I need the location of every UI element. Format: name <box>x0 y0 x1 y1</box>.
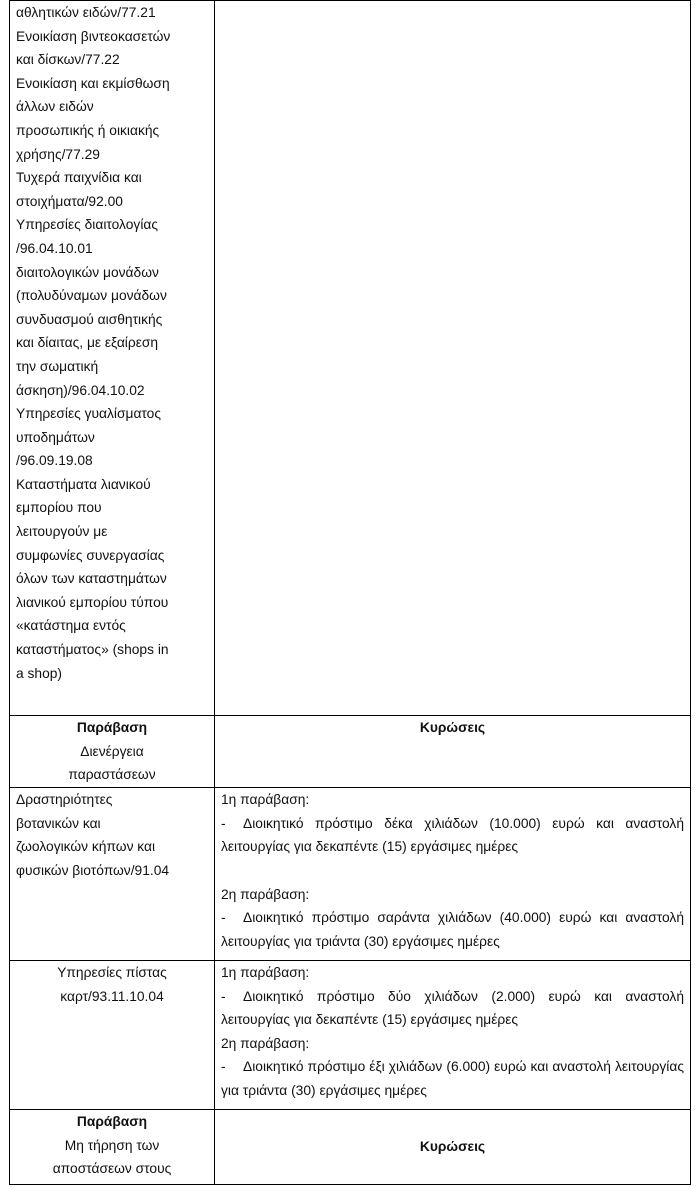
activity-line: /96.04.10.01 <box>16 240 93 256</box>
table-header-row <box>10 1110 691 1185</box>
sanctions-heading: Κυρώσεις <box>215 716 691 788</box>
activities-cell <box>10 1 215 716</box>
activity-line: την σωματική <box>16 358 99 374</box>
activity-line: καταστήματος» (shops in <box>16 642 169 658</box>
activity-line: και δίσκων/77.22 <box>16 52 120 68</box>
violation-heading: Παράβαση <box>76 1114 148 1129</box>
activity-line: Τυχερά παιχνίδια και <box>16 170 142 186</box>
violation-label: 2η παράβαση: <box>221 886 310 902</box>
activity-line: a shop) <box>16 665 63 681</box>
violation-subheading-line: αποστάσεων στους <box>52 1161 172 1177</box>
activity-line: Υπηρεσίες γυαλίσματος <box>16 406 162 422</box>
activity-line: διαιτολογικών μονάδων <box>16 264 159 280</box>
sanction-text: - Διοικητικό πρόστιμο δύο χιλιάδων (2.000) ευρώ και αναστολή λειτουργίας για δεκαπέντε (15) εργάσιμες ημέρες <box>221 988 684 1028</box>
sanction-text: - Διοικητικό πρόστιμο σαράντα χιλιάδων (40.000) ευρώ και αναστολή λειτουργίας για τριάντα (30) εργάσιμες ημέρες <box>221 910 684 949</box>
activity-line: όλων των καταστημάτων <box>16 571 167 587</box>
activity-line: χρήσης/77.29 <box>16 146 100 162</box>
activity-line: και δίαιτας, με εξαίρεση <box>16 335 159 351</box>
violation-label: 1η παράβαση: <box>221 792 310 807</box>
activity-line: καρτ/93.11.10.04 <box>60 988 164 1004</box>
activity-line: υποδημάτων <box>16 429 95 445</box>
empty-sanctions-cell <box>215 1 691 716</box>
activity-line: Υπηρεσίες πίστας <box>57 965 167 980</box>
table-header-row <box>10 716 691 788</box>
activity-line: Ενοικίαση βιντεοκασετών <box>16 28 171 44</box>
activity-line: φυσικών βιοτόπων/91.04 <box>16 862 170 878</box>
activity-line: (πολυδύναμων μονάδων <box>16 288 167 304</box>
activity-line: λειτουργούν με <box>16 524 108 540</box>
activity-line: στοιχήματα/92.00 <box>16 193 123 209</box>
activity-line: άσκηση)/96.04.10.02 <box>16 382 145 398</box>
violation-header-cell <box>10 1110 215 1185</box>
activity-line: /96.09.19.08 <box>16 453 93 469</box>
activity-line: συμφωνίες συνεργασίας <box>16 547 165 563</box>
violation-subheading-line: παραστάσεων <box>68 767 156 783</box>
activity-line: Ενοικίαση και εκμίσθωση <box>16 75 170 91</box>
regulation-table <box>9 0 691 1185</box>
activity-cell <box>10 788 215 961</box>
activity-line: λιανικού εμπορίου τύπου <box>16 594 169 610</box>
violation-subheading-line: Διενέργεια <box>80 743 144 759</box>
activity-line: εμπορίου που <box>16 500 102 516</box>
table-row <box>10 961 691 1110</box>
sanction-text: - Διοικητικό πρόστιμο δέκα χιλιάδων (10.000) ευρώ και αναστολή λειτουργίας για δεκαπέντε (15) εργάσιμες ημέρες <box>221 815 684 855</box>
activity-line: «κατάστημα εντός <box>16 618 126 634</box>
violation-label: 2η παράβαση: <box>221 1035 310 1051</box>
violation-label: 1η παράβαση: <box>221 965 310 980</box>
violation-heading: Παράβαση <box>76 720 148 735</box>
sanctions-cell <box>215 788 691 961</box>
violation-subheading-line: Μη τήρηση των <box>64 1137 160 1153</box>
activity-line: ζωολογικών κήπων και <box>16 839 156 855</box>
activity-cell <box>10 961 215 1110</box>
activity-line: Καταστήματα λιανικού <box>16 476 151 492</box>
activity-line: βοτανικών και <box>16 815 101 831</box>
table-row <box>10 788 691 961</box>
sanction-text: - Διοικητικό πρόστιμο έξι χιλιάδων (6.000) ευρώ και αναστολή λειτουργίας για τριάντα (30) εργάσιμες ημέρες <box>221 1059 684 1098</box>
activity-line: προσωπικής ή οικιακής <box>16 122 160 138</box>
activity-line: Υπηρεσίες διαιτολογίας <box>16 217 159 233</box>
table-row <box>10 1 691 716</box>
activity-line: άλλων ειδών <box>16 99 94 115</box>
sanctions-heading: Κυρώσεις <box>215 1110 691 1185</box>
activity-line: αθλητικών ειδών/77.21 <box>16 5 156 20</box>
sanctions-cell <box>215 961 691 1110</box>
violation-header-cell <box>10 716 215 788</box>
activity-line: συνδυασμού αισθητικής <box>16 311 163 327</box>
activity-line: Δραστηριότητες <box>16 792 113 807</box>
